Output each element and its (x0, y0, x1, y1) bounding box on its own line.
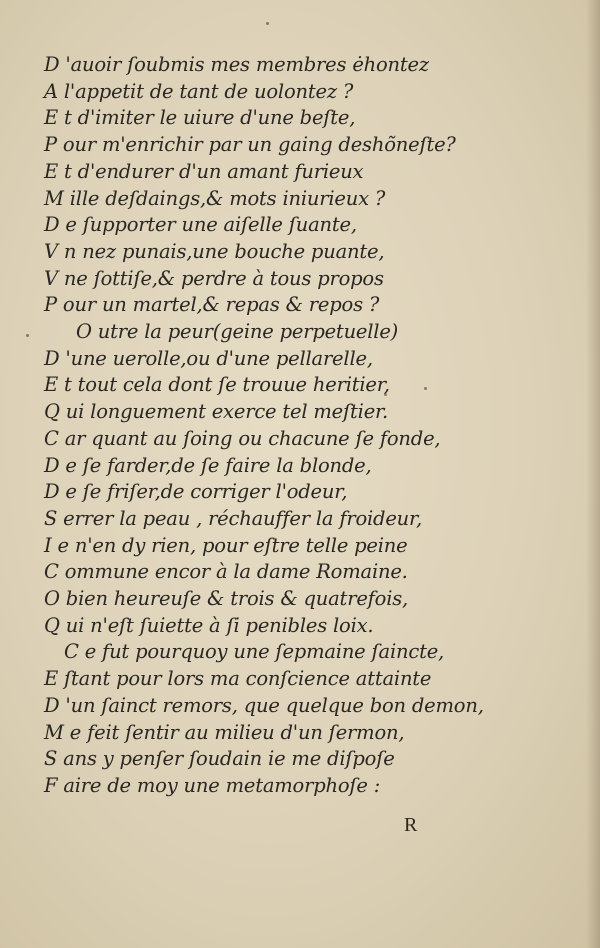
verse-line-indented: C e fut pourquoy une ſepmaine ſaincte, (64, 640, 445, 664)
ink-speck (266, 22, 269, 25)
verse-line: O bien heureuſe & trois & quatrefois, (44, 587, 409, 611)
verse-line: V n nez punais,une bouche puante, (44, 239, 385, 263)
verse-line: E t tout cela dont ſe trouue heritier, (44, 373, 390, 397)
verse-line: D 'un ſainct remors, que quelque bon demon, (44, 693, 484, 717)
verse-line: A l'appetit de tant de uolontez ? (44, 79, 354, 103)
verse-line: E t d'endurer d'un amant furieux (44, 159, 364, 183)
verse-line: C ar quant au ſoing ou chacune ſe fonde, (44, 426, 441, 450)
verse-line: M e feit ſentir au milieu d'un ſermon, (44, 720, 405, 744)
verse-line: P our m'enrichir par un gaing deshõneſte? (44, 133, 456, 157)
verse-line: E ſtant pour lors ma conſcience attainte (44, 667, 432, 691)
poem-text (44, 52, 564, 800)
catchword: R (404, 814, 418, 836)
verse-line: S errer la peau , réchauffer la froideur, (44, 506, 423, 530)
verse-line: D e ſe friſer,de corriger l'odeur, (44, 480, 348, 504)
ink-speck (26, 334, 29, 337)
verse-line: Q ui longuement exerce tel meſtier. (44, 400, 389, 424)
verse-line: M ille deſdaings,& mots iniurieux ? (44, 186, 386, 210)
verse-line: V ne ſottiſe,& perdre à tous propos (44, 266, 384, 290)
page-edge-shadow (586, 0, 600, 948)
verse-line: P our un martel,& repas & repos ? (44, 293, 380, 317)
verse-line: Q ui n'eſt ſuiette à ſi penibles loix. (44, 613, 374, 637)
verse-line: D e ſupporter une aiſelle ſuante, (44, 213, 357, 237)
verse-line: C ommune encor à la dame Romaine. (44, 560, 408, 584)
verse-line: S ans y penſer ſoudain ie me diſpoſe (44, 747, 395, 771)
verse-line: D 'une uerolle,ou d'une pellarelle, (44, 346, 373, 370)
verse-line: D e ſe farder,de ſe faire la blonde, (44, 453, 372, 477)
verse-line: F aire de moy une metamorphoſe : (44, 773, 381, 797)
verse-line: D 'auoir ſoubmis mes membres ėhontez (44, 53, 429, 76)
verse-line: I e n'en dy rien, pour eſtre telle peine (44, 533, 408, 557)
verse-line-indented: O utre la peur(geine perpetuelle) (76, 320, 399, 344)
verse-line: E t d'imiter le uiure d'une beſte, (44, 106, 356, 130)
